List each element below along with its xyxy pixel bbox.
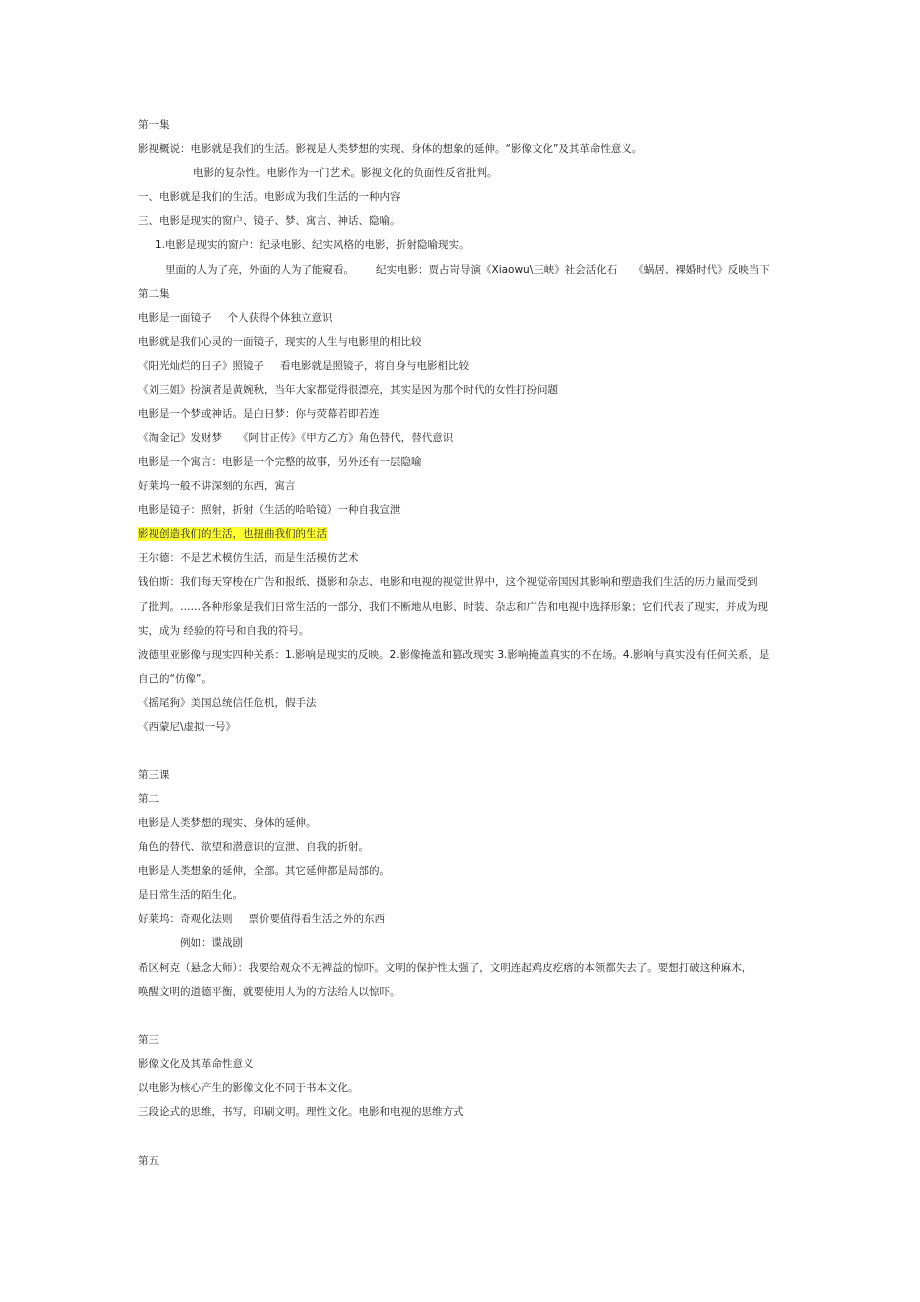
heading-episode-1: 第一集 <box>138 119 170 131</box>
subheading: 第三 <box>138 1034 159 1046</box>
text-line-compound <box>138 912 385 926</box>
text-line: 王尔德：不是艺术模仿生活，而是生活模仿艺术 <box>138 552 359 564</box>
text-segment: 好莱坞：奇观化法则 <box>138 913 233 925</box>
text-line: 是日常生活的陌生化。 <box>138 889 243 901</box>
text-line: 好莱坞一般不讲深刻的东西，寓言 <box>138 480 296 492</box>
heading-episode-2: 第二集 <box>138 288 170 300</box>
text-segment: 《蜗居、裸婚时代》反映当下 <box>633 264 770 276</box>
text-segment: 里面的人为了亮，外面的人为了能窥看。 <box>165 264 354 276</box>
text-line: 钱伯斯：我们每天穿梭在广告和报纸、摄影和杂志、电影和电视的视觉世界中，这个视觉帝国因其影响和塑造我们生活的历力量而受到 <box>138 576 758 588</box>
highlighted-text: 影视创造我们的生活，也扭曲我们的生活 <box>138 528 327 540</box>
text-line: 影视概说：电影就是我们的生活。影视是人类梦想的实现、身体的想象的延伸。“影像文化”及其革命性意义。 <box>138 143 643 155</box>
text-line: 以电影为核心产生的影像文化不同于书本文化。 <box>138 1082 359 1094</box>
text-segment: 纪实电影：贾占岢导演《Xiaowu\三峡》社会活化石 <box>376 264 618 276</box>
text-line: 电影的复杂性。电影作为一门艺术。影视文化的负面性反省批判。 <box>193 167 498 179</box>
text-line: 自己的“仿像”。 <box>138 673 212 685</box>
heading-lesson-3: 第三课 <box>138 769 170 781</box>
text-segment: 《淘金记》发财梦 <box>138 432 222 444</box>
text-segment: 看电影就是照镜子，将自身与电影相比较 <box>280 360 469 372</box>
text-line: 电影就是我们心灵的一面镜子，现实的人生与电影里的相比较 <box>138 336 422 348</box>
text-segment: 电影是一面镜子 <box>138 312 212 324</box>
text-line: 例如：谍战剧 <box>180 937 243 949</box>
text-line-compound <box>138 359 469 373</box>
text-line: 《摇尾狗》美国总统信任危机，假手法 <box>138 697 317 709</box>
text-line: 《西蒙尼\虚拟一号》 <box>138 721 237 733</box>
highlighted-line <box>138 527 327 541</box>
text-segment: 《阿甘正传》《甲方乙方》角色替代，替代意识 <box>238 432 454 444</box>
text-line: 影像文化及其革命性意义 <box>138 1058 254 1070</box>
text-line: 《刘三姐》扮演者是黄婉秋，当年大家都觉得很漂亮，其实是因为那个时代的女性打扮问题 <box>138 384 558 396</box>
subheading: 第五 <box>138 1155 159 1167</box>
text-segment: 《阳光灿烂的日子》照镜子 <box>138 360 264 372</box>
text-line-compound <box>138 311 333 325</box>
text-line: 唤醒文明的道德平衡，就要使用人为的方法给人以惊吓。 <box>138 986 401 998</box>
text-segment: 票价要值得看生活之外的东西 <box>248 913 385 925</box>
text-line: 三、电影是现实的窗户、镜子、梦、寓言、神话、隐喻。 <box>138 215 401 227</box>
text-line-compound <box>165 263 770 277</box>
text-line: 波德里亚影像与现实四种关系：1.影响是现实的反映。2.影像掩盖和篡改现实 3.影响掩盖真实的不在场。4.影响与真实没有任何关系，是 <box>138 649 770 661</box>
text-line: 电影是一个梦或神话。是白日梦：你与荧幕若即若连 <box>138 408 380 420</box>
text-line: 电影是镜子：照射，折射（生活的哈哈镜）一种自我宣泄 <box>138 504 401 516</box>
text-line: 三段论式的思维，书写，印刷文明。理性文化。电影和电视的思维方式 <box>138 1106 464 1118</box>
text-segment: 个人获得个体独立意识 <box>227 312 333 324</box>
subheading: 第二 <box>138 793 159 805</box>
text-line: 角色的替代、欲望和潜意识的宣泄、自我的折射。 <box>138 841 369 853</box>
text-line-compound <box>138 431 453 445</box>
text-line: 希区柯克（悬念大师）：我要给观众不无裨益的惊吓。文明的保护性太强了，文明连起鸡皮疙瘩的本领都失去了。要想打破这种麻木， <box>138 962 753 974</box>
text-line: 了批判。……各种形象是我们日常生活的一部分，我们不断地从电影、时装、杂志和广告和电视中选择形象；它们代表了现实，并成为现 <box>138 601 768 613</box>
text-line: 实，成为 经验的符号和自我的符号。 <box>138 625 310 637</box>
text-line: 一、电影就是我们的生活。电影成为我们生活的一种内容 <box>138 191 401 203</box>
text-line: 1.电影是现实的窗户：纪录电影、纪实风格的电影，折射隐喻现实。 <box>155 239 470 251</box>
text-line: 电影是一个寓言：电影是一个完整的故事，另外还有一层隐喻 <box>138 456 422 468</box>
text-line: 电影是人类想象的延伸，全部。其它延伸都是局部的。 <box>138 865 390 877</box>
text-line: 电影是人类梦想的现实、身体的延伸。 <box>138 817 317 829</box>
